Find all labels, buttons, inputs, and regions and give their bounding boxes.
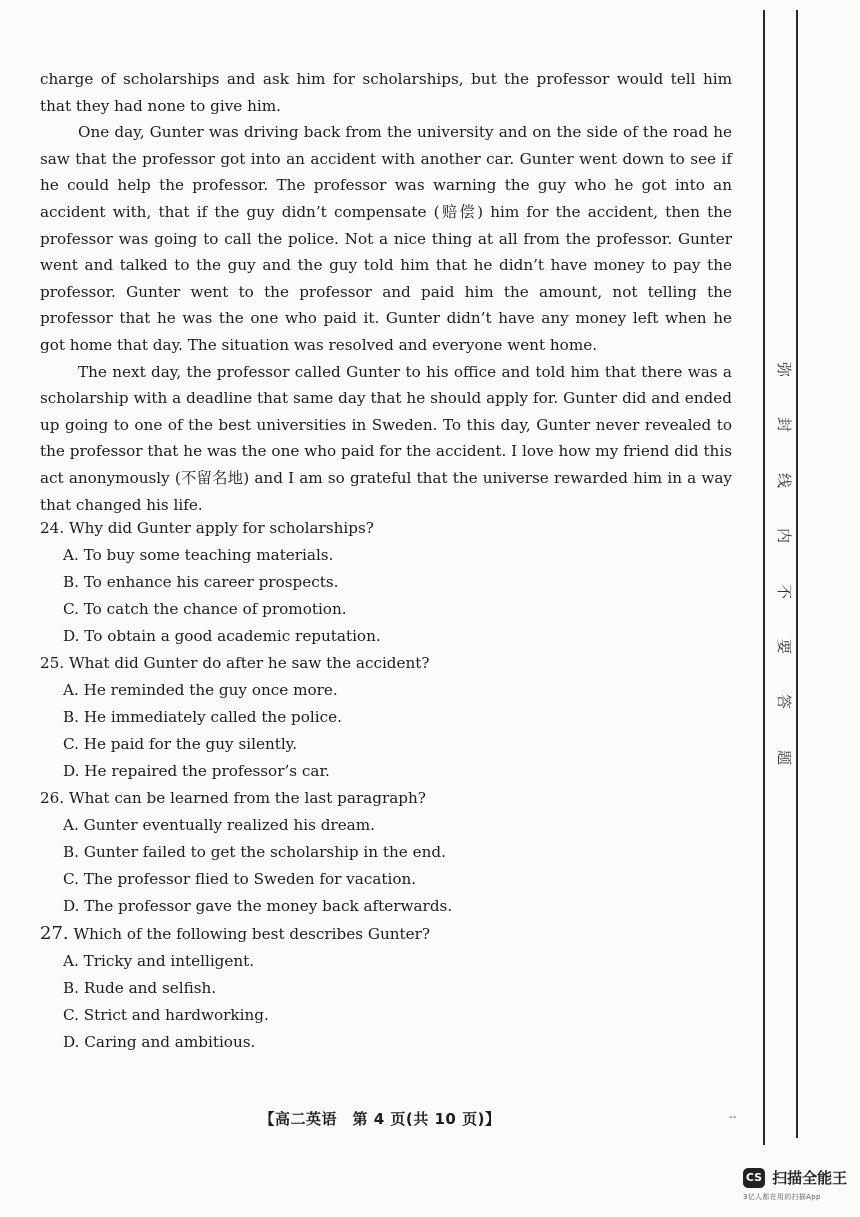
footer-mark: --: [729, 1110, 737, 1123]
question-stem: What can be learned from the last paragraph?: [68, 789, 426, 807]
option-c: C. Strict and hardworking.: [63, 1006, 269, 1024]
option-a: A. He reminded the guy once more.: [63, 681, 338, 699]
option-a: A. Tricky and intelligent.: [63, 952, 255, 970]
passage-paragraph-3: The next day, the professor called Gunter to his office and told him that there was a scholarship with a deadline that same day that he should apply for. Gunter did and ended up going to one of the best universities in Sweden. To this day, Gunter never revealed to the professor that he was the one who paid for the accident. I love how my friend did this act anonymously (不留名地) and I am so grateful that the universe rewarded him in a way that changed his life.: [40, 362, 732, 514]
question-stem: Why did Gunter apply for scholarships?: [68, 519, 374, 537]
question-number: 24.: [40, 519, 65, 537]
question-stem: Which of the following best describes Gunter?: [73, 925, 431, 943]
option-d: D. The professor gave the money back afterwards.: [63, 897, 453, 915]
question-number: 27.: [40, 923, 69, 944]
question-stem: What did Gunter do after he saw the accident?: [68, 654, 430, 672]
option-a: A. Gunter eventually realized his dream.: [63, 816, 375, 834]
scanner-watermark: [743, 1167, 853, 1202]
binding-char: 不: [775, 583, 794, 599]
option-b: B. Gunter failed to get the scholarship in the end.: [63, 843, 446, 861]
question-26: [40, 785, 732, 920]
brand-tagline: 3亿人都在用的扫描App: [743, 1193, 821, 1201]
binding-line: [763, 10, 765, 1145]
option-b: B. To enhance his career prospects.: [63, 573, 339, 591]
binding-char: 题: [775, 749, 794, 765]
binding-char: 内: [775, 528, 794, 544]
option-b: B. He immediately called the police.: [63, 708, 342, 726]
option-c: C. He paid for the guy silently.: [63, 735, 298, 753]
question-25: [40, 650, 732, 785]
option-b: B. Rude and selfish.: [63, 979, 217, 997]
binding-char: 线: [775, 472, 794, 488]
option-d: D. Caring and ambitious.: [63, 1033, 256, 1051]
binding-char: 弥: [775, 362, 794, 378]
passage-paragraph-1: charge of scholarships and ask him for scholarships, but the professor would tell him that they had none to give him.: [40, 70, 732, 115]
reading-passage: [40, 66, 732, 518]
brand-name: 扫描全能王: [772, 1169, 848, 1187]
question-24: [40, 515, 732, 650]
option-d: D. He repaired the professor’s car.: [63, 762, 330, 780]
camscanner-logo-icon: CS: [743, 1168, 765, 1188]
question-number: 25.: [40, 654, 65, 672]
question-list: [40, 515, 732, 1056]
binding-char: 要: [775, 638, 794, 654]
option-d: D. To obtain a good academic reputation.: [63, 627, 381, 645]
passage-paragraph-2: One day, Gunter was driving back from the university and on the side of the road he saw that the professor got into an accident with another car. Gunter went down to see if he could help the professor. The professor was warning the guy who he got into an accident with, that if the guy didn’t compensate (赔偿) him for the accident, then the professor was going to call the police. Not a nice thing at all from the professor. Gunter went and talked to the guy and the guy told him that he didn’t have money to pay the professor. Gunter went to the professor and paid him the amount, not telling the professor that he was the one who paid it. Gunter didn’t have any money left when he got home that day. The situation was resolved and everyone went home.: [40, 123, 732, 354]
question-27: [40, 920, 732, 1056]
binding-notice: [770, 362, 792, 805]
binding-line: [796, 10, 798, 1138]
option-a: A. To buy some teaching materials.: [63, 546, 334, 564]
binding-char: 封: [775, 417, 794, 433]
question-number: 26.: [40, 789, 65, 807]
binding-char: 答: [775, 694, 794, 710]
option-c: C. The professor flied to Sweden for vacation.: [63, 870, 417, 888]
option-c: C. To catch the chance of promotion.: [63, 600, 347, 618]
page-footer: 【高二英语 第 4 页(共 10 页)】: [259, 1110, 501, 1128]
